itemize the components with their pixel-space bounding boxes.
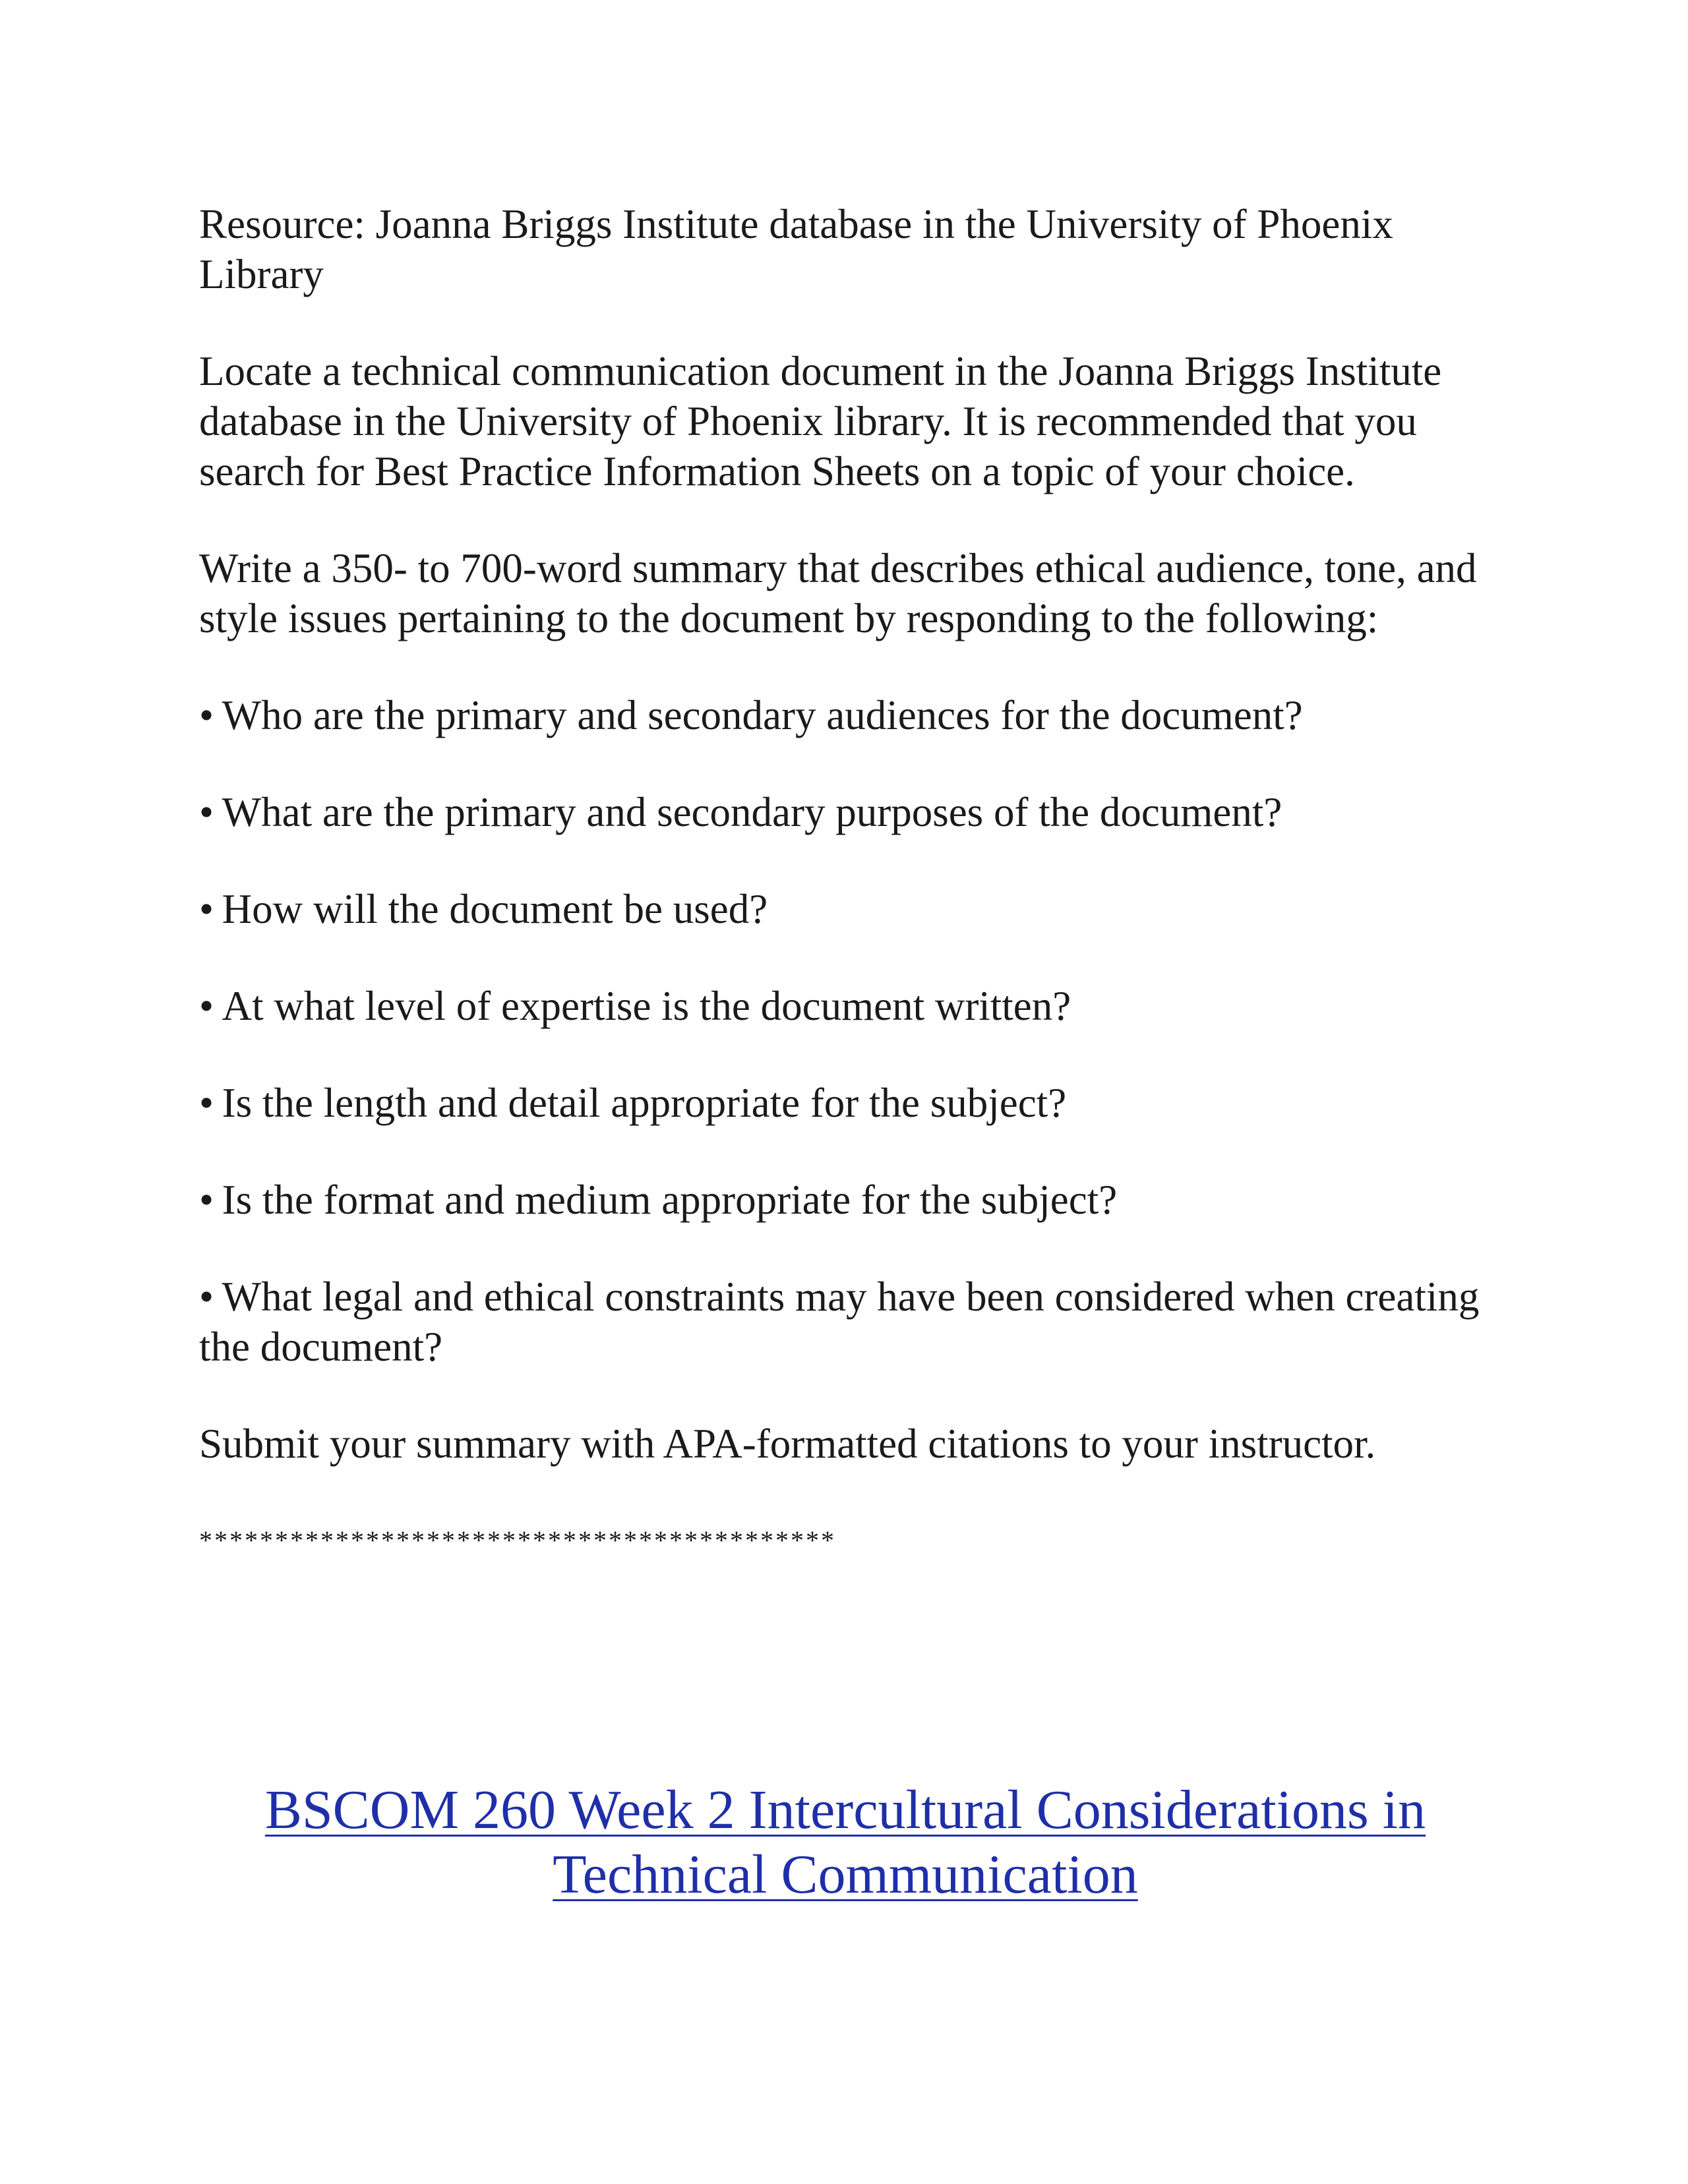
next-assignment-link-block (199, 1778, 1492, 1907)
bullet-item (199, 884, 1492, 934)
bullet-item (199, 1272, 1492, 1372)
separator-line: ****************************************** (199, 1525, 836, 1555)
bullet-icon: • (199, 1274, 214, 1320)
submit-paragraph: Submit your summary with APA-formatted citations to your instructor. (199, 1421, 1376, 1467)
bullet-icon: • (199, 1177, 214, 1223)
locate-paragraph: Locate a technical communication document in the Joanna Briggs Institute database in the University of Phoenix library. It is recommended that you search for Best Practice Information Sheets on a topic of your choice. (199, 348, 1442, 494)
bullet-text: What legal and ethical constraints may have been considered when creating the document? (199, 1274, 1480, 1370)
bullet-text: Is the length and detail appropriate for the subject? (222, 1080, 1067, 1126)
bullet-item (199, 1078, 1492, 1128)
bullet-icon: • (199, 983, 214, 1029)
bullet-icon: • (199, 1080, 214, 1126)
bullet-text: Is the format and medium appropriate for the subject? (222, 1177, 1118, 1223)
bullet-icon: • (199, 789, 214, 835)
resource-paragraph: Resource: Joanna Briggs Institute database in the University of Phoenix Library (199, 201, 1393, 297)
bullet-text: What are the primary and secondary purposes of the document? (222, 789, 1282, 835)
bullet-item (199, 690, 1492, 740)
next-assignment-link[interactable]: BSCOM 260 Week 2 Intercultural Considerations in Technical Communication (264, 1779, 1426, 1905)
bullet-text: At what level of expertise is the document written? (222, 983, 1071, 1029)
document-body (199, 199, 1492, 1566)
bullet-item (199, 787, 1492, 837)
bullet-icon: • (199, 692, 214, 738)
write-paragraph: Write a 350- to 700-word summary that describes ethical audience, tone, and style issues pertaining to the document by responding to the following: (199, 545, 1477, 641)
bullet-item (199, 981, 1492, 1031)
bullet-text: Who are the primary and secondary audiences for the document? (222, 692, 1303, 738)
bullet-item (199, 1175, 1492, 1225)
bullet-text: How will the document be used? (222, 886, 768, 932)
bullet-icon: • (199, 886, 214, 932)
